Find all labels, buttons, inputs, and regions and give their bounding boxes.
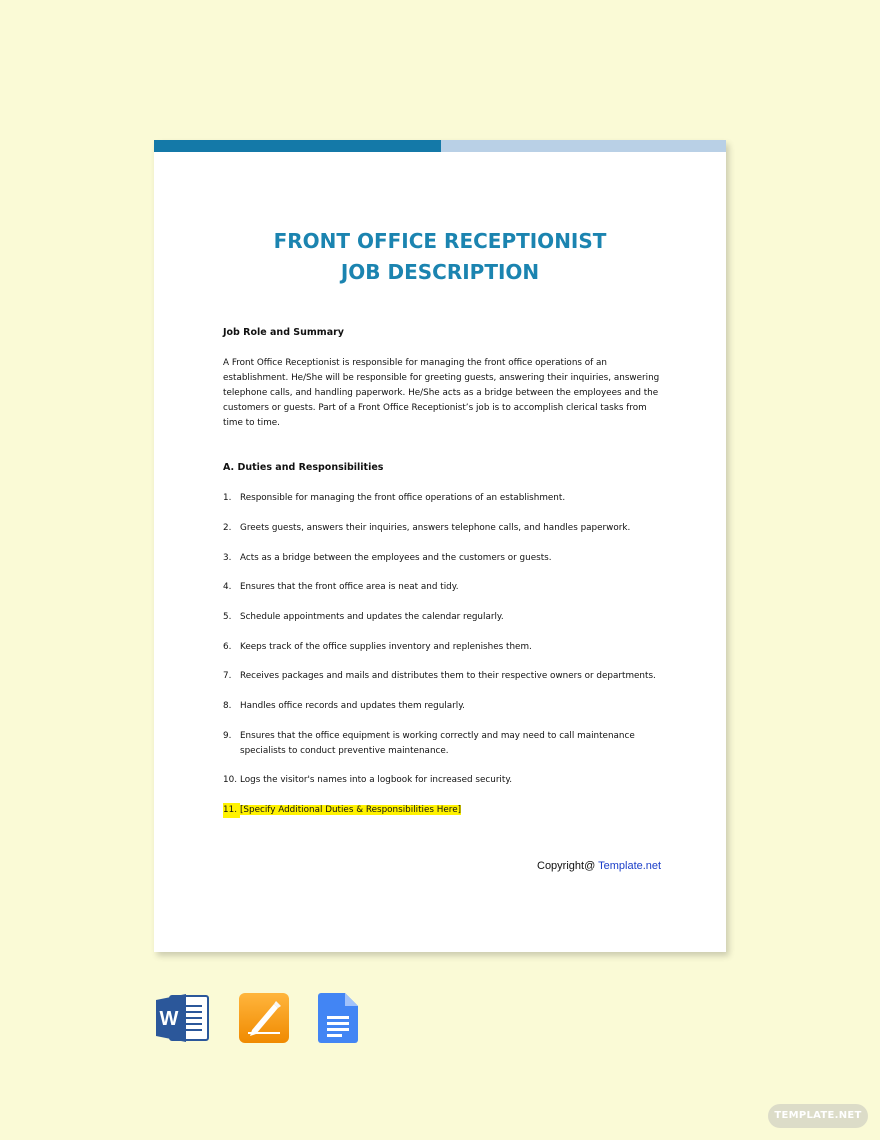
duty-item [223,729,663,759]
word-icon-letter: W [159,1008,179,1030]
header-bar-light [441,140,726,152]
duty-number: 1. [223,493,232,503]
duty-number: 6. [223,642,232,652]
copyright-label: Copyright@ [537,860,599,872]
duty-text: Schedule appointments and updates the calendar regularly. [240,612,504,622]
duty-placeholder-text: [Specify Additional Duties & Responsibilities Here] [240,805,462,815]
duty-text: Responsible for managing the front office operations of an establishment. [240,493,566,503]
word-icon[interactable] [156,992,210,1049]
duties-heading: A. Duties and Responsibilities [223,462,384,473]
duty-number: 10. [223,775,237,785]
duty-text: Keeps track of the office supplies inventory and replenishes them. [240,642,532,652]
duty-item [223,491,663,506]
duty-number: 5. [223,612,232,622]
duty-number: 8. [223,701,232,711]
template-net-watermark: TEMPLATE.NET [768,1104,868,1128]
google-docs-icon[interactable] [317,992,359,1049]
document-title [154,226,726,288]
duty-item [223,773,663,788]
duty-item [223,640,663,655]
duty-text: Logs the visitor's names into a logbook for increased security. [240,775,513,785]
duty-number: 4. [223,582,232,592]
duty-text: Greets guests, answers their inquiries, answers telephone calls, and handles paperwork. [240,523,631,533]
duty-number: 2. [223,523,232,533]
duty-item [223,669,663,684]
duty-number: 7. [223,671,232,681]
header-bar-dark [154,140,441,152]
duty-text: Ensures that the front office area is neat and tidy. [240,582,459,592]
copyright-line [537,860,661,872]
duty-item [223,580,663,595]
duty-item [223,610,663,625]
copyright-link[interactable]: Template.net [598,860,662,872]
duty-text: Ensures that the office equipment is working correctly and may need to call maintenance specialists to conduct preventive maintenance. [240,731,635,756]
title-line-1: FRONT OFFICE RECEPTIONIST [273,229,607,253]
pages-icon[interactable] [238,992,290,1049]
duty-text: Handles office records and updates them regularly. [240,701,465,711]
summary-heading: Job Role and Summary [223,327,344,338]
summary-paragraph: A Front Office Receptionist is responsible for managing the front office operations of an establishment. He/She will be responsible for greeting guests, answering their inquiries, answering telephone calls, and handling paperwork. He/She acts as a bridge between the employees and the customers or guests. Part of a Front Office Receptionist’s job is to accomplish clerical tasks from time to time. [223,358,660,428]
duty-item [223,521,663,536]
duty-item [223,699,663,714]
duty-number: 3. [223,553,232,563]
duty-item-placeholder [223,803,663,818]
duty-number: 11. [223,803,240,818]
duty-text: Acts as a bridge between the employees and the customers or guests. [240,553,552,563]
duty-number: 9. [223,731,232,741]
document-page [154,140,726,952]
title-line-2: JOB DESCRIPTION [340,260,540,284]
duty-item [223,551,663,566]
duty-text: Receives packages and mails and distributes them to their respective owners or departments. [240,671,656,681]
